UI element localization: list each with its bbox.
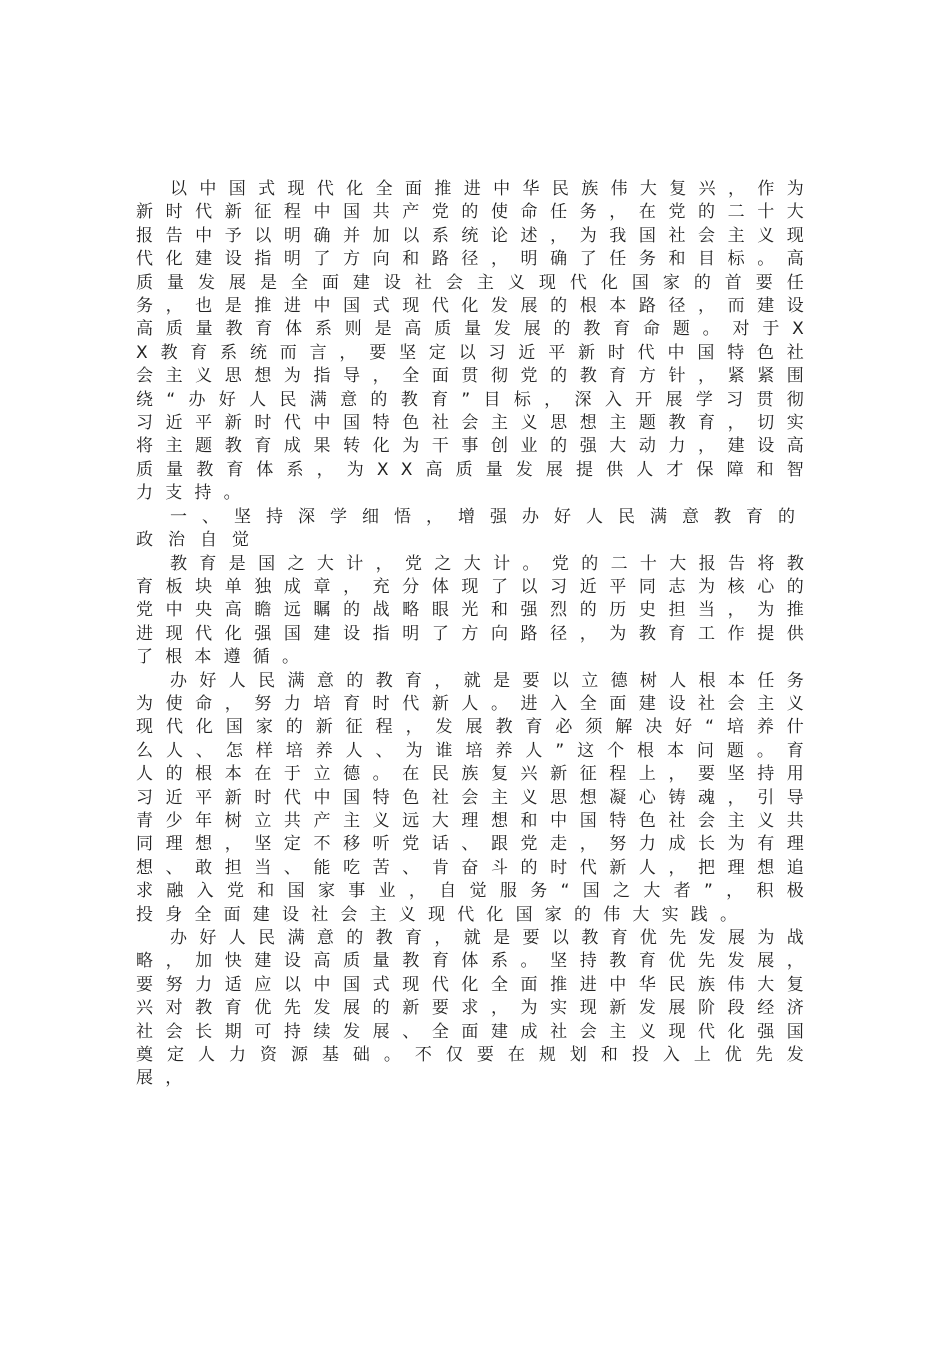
paragraph-education-plan: 教育是国之大计，党之大计。党的二十大报告将教育板块单独成章，充分体现了以习近平同志为核心的党中央高瞻远瞩的战略眼光和强烈的历史担当，为推进现代化强国建设指明了方向路径，为教育工作提供了根本遵循。: [136, 553, 816, 668]
paragraph-moral-education: 办好人民满意的教育，就是要以立德树人根本任务为使命，努力培育时代新人。进入全面建设社会主义现代化国家的新征程，发展教育必须解决好“培养什么人、怎样培养人、为谁培养人”这个根本问题。育人的根本在于立德。在民族复兴新征程上，要坚持用习近平新时代中国特色社会主义思想凝心铸魂，引导青少年树立共产主义远大理想和中国特色社会主义共同理想，坚定不移听党话、跟党走，努力成长为有理想、敢担当、能吃苦、肯奋斗的时代新人，把理想追求融入党和国家事业，自觉服务“国之大者”，积极投身全面建设社会主义现代化国家的伟大实践。: [136, 670, 816, 925]
document-body: [136, 178, 816, 1091]
paragraph-intro: 以中国式现代化全面推进中华民族伟大复兴，作为新时代新征程中国共产党的使命任务，在党的二十大报告中予以明确并加以系统论述，为我国社会主义现代化建设指明了方向和路径，明确了任务和目标。高质量发展是全面建设社会主义现代化国家的首要任务，也是推进中国式现代化发展的根本路径，而建设高质量教育体系则是高质量发展的教育命题。对于XX教育系统而言，要坚定以习近平新时代中国特色社会主义思想为指导，全面贯彻党的教育方针，紧紧围绕“办好人民满意的教育”目标，深入开展学习贯彻习近平新时代中国特色社会主义思想主题教育，切实将主题教育成果转化为干事创业的强大动力，建设高质量教育体系，为XX高质量发展提供人才保障和智力支持。: [136, 179, 816, 504]
section-heading-1: 一、坚持深学细悟，增强办好人民满意教育的政治自觉: [136, 506, 810, 551]
paragraph-education-priority: 办好人民满意的教育，就是要以教育优先发展为战略，加快建设高质量教育体系。坚持教育优先发展，要努力适应以中国式现代化全面推进中华民族伟大复兴对教育优先发展的新要求，为实现新发展阶段经济社会长期可持续发展、全面建成社会主义现代化强国奠定人力资源基础。不仅要在规划和投入上优先发展，: [136, 928, 816, 1089]
